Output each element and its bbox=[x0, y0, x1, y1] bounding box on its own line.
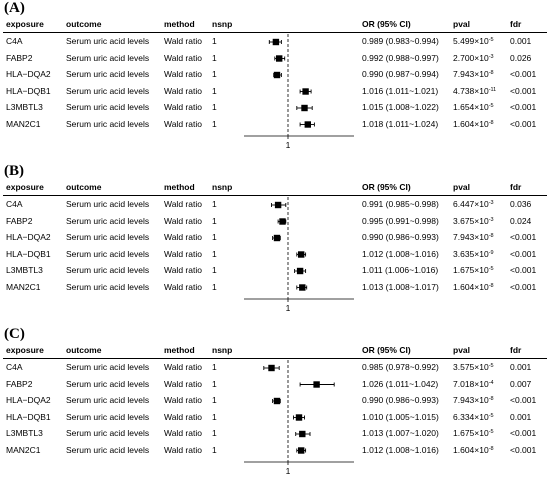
pval-exponent: -3 bbox=[488, 53, 494, 60]
cell-outcome: Serum uric acid levels bbox=[66, 215, 150, 226]
column-header: nsnp bbox=[212, 19, 233, 29]
cell-nsnp: 1 bbox=[212, 248, 217, 259]
cell-or-ci: 0.985 (0.978~0.992) bbox=[362, 362, 439, 372]
pval-mantissa: 7.018×10 bbox=[453, 378, 489, 389]
point-estimate bbox=[301, 105, 307, 111]
pval-mantissa: 3.675×10 bbox=[453, 215, 489, 226]
point-estimate bbox=[296, 414, 302, 420]
pval-mantissa: 1.604×10 bbox=[453, 444, 489, 455]
point-estimate bbox=[305, 121, 311, 127]
cell-method: Wald ratio bbox=[164, 411, 202, 422]
pval-mantissa: 5.499×10 bbox=[453, 36, 489, 46]
cell-exposure: HLA−DQA2 bbox=[6, 232, 51, 242]
point-estimate bbox=[299, 284, 305, 290]
x-axis-tick-label: 1 bbox=[285, 140, 291, 150]
panel-label: (C) bbox=[4, 326, 25, 342]
forest-plot-area bbox=[0, 0, 550, 160]
pval-mantissa: 7.943×10 bbox=[453, 395, 489, 405]
cell-exposure: FABP2 bbox=[6, 52, 33, 63]
point-estimate bbox=[298, 447, 304, 453]
column-header: exposure bbox=[6, 345, 44, 355]
cell-nsnp: 1 bbox=[212, 395, 217, 405]
point-estimate bbox=[274, 235, 280, 241]
cell-or-ci: 0.991 (0.985~0.998) bbox=[362, 199, 439, 209]
cell-nsnp: 1 bbox=[212, 52, 217, 63]
pval-exponent: -8 bbox=[488, 119, 494, 126]
column-header: method bbox=[164, 19, 195, 29]
cell-nsnp: 1 bbox=[212, 265, 217, 275]
cell-fdr: <0.001 bbox=[510, 69, 537, 79]
pval-mantissa: 4.738×10 bbox=[453, 85, 489, 96]
cell-outcome: Serum uric acid levels bbox=[66, 199, 150, 209]
cell-outcome: Serum uric acid levels bbox=[66, 428, 150, 438]
column-header: outcome bbox=[66, 345, 102, 355]
forest-panel bbox=[0, 163, 550, 323]
cell-nsnp: 1 bbox=[212, 444, 217, 455]
point-estimate bbox=[275, 202, 281, 208]
cell-nsnp: 1 bbox=[212, 215, 217, 226]
panel-label: (A) bbox=[4, 0, 25, 16]
point-estimate bbox=[298, 251, 304, 257]
x-axis-tick-label: 1 bbox=[285, 303, 291, 313]
cell-method: Wald ratio bbox=[164, 248, 202, 259]
cell-outcome: Serum uric acid levels bbox=[66, 102, 150, 112]
cell-exposure: L3MBTL3 bbox=[6, 428, 43, 438]
cell-exposure: L3MBTL3 bbox=[6, 102, 43, 112]
pval-exponent: -8 bbox=[488, 396, 494, 402]
cell-method: Wald ratio bbox=[164, 118, 202, 129]
cell-nsnp: 1 bbox=[212, 118, 217, 129]
column-header: fdr bbox=[510, 19, 522, 29]
column-header: method bbox=[164, 345, 195, 355]
cell-outcome: Serum uric acid levels bbox=[66, 232, 150, 242]
pval-exponent: -5 bbox=[488, 266, 494, 272]
cell-nsnp: 1 bbox=[212, 85, 217, 96]
cell-outcome: Serum uric acid levels bbox=[66, 52, 150, 63]
column-header: exposure bbox=[6, 19, 44, 29]
cell-method: Wald ratio bbox=[164, 85, 202, 96]
x-axis-tick-label: 1 bbox=[285, 466, 291, 476]
pval-exponent: -9 bbox=[488, 249, 494, 256]
cell-exposure: MAN2C1 bbox=[6, 444, 41, 455]
column-header: pval bbox=[453, 182, 471, 192]
column-header: pval bbox=[453, 345, 471, 355]
column-header: OR (95% CI) bbox=[362, 19, 411, 29]
cell-method: Wald ratio bbox=[164, 102, 202, 112]
cell-method: Wald ratio bbox=[164, 199, 202, 209]
cell-or-ci: 1.013 (1.007~1.020) bbox=[362, 428, 439, 438]
pval-mantissa: 1.654×10 bbox=[453, 102, 489, 112]
pval-exponent: -5 bbox=[488, 363, 494, 369]
cell-fdr: 0.007 bbox=[510, 378, 532, 389]
cell-exposure: MAN2C1 bbox=[6, 281, 41, 292]
cell-exposure: L3MBTL3 bbox=[6, 265, 43, 275]
pval-exponent: -5 bbox=[488, 103, 494, 109]
cell-outcome: Serum uric acid levels bbox=[66, 444, 150, 455]
forest-plot-area bbox=[0, 163, 550, 323]
column-header: OR (95% CI) bbox=[362, 345, 411, 355]
pval-exponent: -4 bbox=[488, 379, 494, 386]
pval-exponent: -5 bbox=[488, 412, 494, 419]
cell-fdr: 0.036 bbox=[510, 199, 532, 209]
cell-fdr: 0.001 bbox=[510, 36, 532, 46]
column-header: nsnp bbox=[212, 182, 233, 192]
cell-fdr: <0.001 bbox=[510, 248, 537, 259]
pval-mantissa: 1.604×10 bbox=[453, 118, 489, 129]
cell-nsnp: 1 bbox=[212, 281, 217, 292]
cell-method: Wald ratio bbox=[164, 69, 202, 79]
point-estimate bbox=[313, 381, 319, 387]
pval-exponent: -3 bbox=[488, 216, 494, 223]
cell-or-ci: 1.010 (1.005~1.015) bbox=[362, 411, 439, 422]
cell-fdr: <0.001 bbox=[510, 444, 537, 455]
cell-or-ci: 0.990 (0.986~0.993) bbox=[362, 395, 439, 405]
cell-method: Wald ratio bbox=[164, 215, 202, 226]
cell-fdr: <0.001 bbox=[510, 281, 537, 292]
pval-mantissa: 1.675×10 bbox=[453, 265, 489, 275]
cell-exposure: FABP2 bbox=[6, 378, 33, 389]
cell-method: Wald ratio bbox=[164, 395, 202, 405]
cell-fdr: <0.001 bbox=[510, 265, 537, 275]
pval-mantissa: 7.943×10 bbox=[453, 232, 489, 242]
cell-or-ci: 1.026 (1.011~1.042) bbox=[362, 378, 439, 389]
cell-method: Wald ratio bbox=[164, 36, 202, 46]
cell-or-ci: 0.989 (0.983~0.994) bbox=[362, 36, 439, 46]
cell-or-ci: 0.992 (0.988~0.997) bbox=[362, 52, 439, 63]
cell-outcome: Serum uric acid levels bbox=[66, 69, 150, 79]
cell-outcome: Serum uric acid levels bbox=[66, 118, 150, 129]
pval-exponent: -8 bbox=[488, 282, 494, 289]
cell-or-ci: 0.995 (0.991~0.998) bbox=[362, 215, 439, 226]
cell-or-ci: 1.012 (1.008~1.016) bbox=[362, 248, 439, 259]
cell-fdr: <0.001 bbox=[510, 118, 537, 129]
cell-method: Wald ratio bbox=[164, 52, 202, 63]
pval-mantissa: 1.675×10 bbox=[453, 428, 489, 438]
cell-fdr: <0.001 bbox=[510, 395, 537, 405]
cell-exposure: MAN2C1 bbox=[6, 118, 41, 129]
column-header: method bbox=[164, 182, 195, 192]
cell-nsnp: 1 bbox=[212, 36, 217, 46]
pval-mantissa: 2.700×10 bbox=[453, 52, 489, 63]
cell-outcome: Serum uric acid levels bbox=[66, 378, 150, 389]
cell-nsnp: 1 bbox=[212, 102, 217, 112]
pval-exponent: -5 bbox=[488, 37, 494, 43]
pval-mantissa: 6.334×10 bbox=[453, 411, 489, 422]
column-header: nsnp bbox=[212, 345, 233, 355]
cell-method: Wald ratio bbox=[164, 281, 202, 292]
pval-exponent: -8 bbox=[488, 70, 494, 76]
cell-nsnp: 1 bbox=[212, 199, 217, 209]
pval-mantissa: 7.943×10 bbox=[453, 69, 489, 79]
cell-or-ci: 0.990 (0.986~0.993) bbox=[362, 232, 439, 242]
column-header: fdr bbox=[510, 182, 522, 192]
pval-exponent: -8 bbox=[488, 233, 494, 239]
forest-plot-area bbox=[0, 326, 550, 483]
cell-or-ci: 1.012 (1.008~1.016) bbox=[362, 444, 439, 455]
cell-fdr: 0.001 bbox=[510, 362, 532, 372]
cell-outcome: Serum uric acid levels bbox=[66, 265, 150, 275]
cell-or-ci: 1.013 (1.008~1.017) bbox=[362, 281, 439, 292]
pval-mantissa: 6.447×10 bbox=[453, 199, 489, 209]
cell-fdr: <0.001 bbox=[510, 232, 537, 242]
pval-mantissa: 3.635×10 bbox=[453, 248, 489, 259]
cell-fdr: 0.024 bbox=[510, 215, 532, 226]
cell-or-ci: 1.016 (1.011~1.021) bbox=[362, 85, 439, 96]
column-header: fdr bbox=[510, 345, 522, 355]
point-estimate bbox=[274, 72, 280, 78]
cell-fdr: 0.026 bbox=[510, 52, 532, 63]
cell-method: Wald ratio bbox=[164, 378, 202, 389]
cell-method: Wald ratio bbox=[164, 265, 202, 275]
column-header: exposure bbox=[6, 182, 44, 192]
point-estimate bbox=[273, 39, 279, 45]
cell-nsnp: 1 bbox=[212, 411, 217, 422]
cell-exposure: HLA−DQA2 bbox=[6, 69, 51, 79]
cell-outcome: Serum uric acid levels bbox=[66, 36, 150, 46]
cell-fdr: <0.001 bbox=[510, 85, 537, 96]
forest-panel bbox=[0, 0, 550, 160]
cell-outcome: Serum uric acid levels bbox=[66, 281, 150, 292]
cell-or-ci: 0.990 (0.987~0.994) bbox=[362, 69, 439, 79]
point-estimate bbox=[299, 431, 305, 437]
cell-method: Wald ratio bbox=[164, 444, 202, 455]
cell-fdr: 0.001 bbox=[510, 411, 532, 422]
column-header: outcome bbox=[66, 182, 102, 192]
cell-outcome: Serum uric acid levels bbox=[66, 411, 150, 422]
cell-fdr: <0.001 bbox=[510, 102, 537, 112]
cell-outcome: Serum uric acid levels bbox=[66, 85, 150, 96]
point-estimate bbox=[297, 268, 303, 274]
column-header: OR (95% CI) bbox=[362, 182, 411, 192]
point-estimate bbox=[268, 365, 274, 371]
cell-or-ci: 1.015 (1.008~1.022) bbox=[362, 102, 439, 112]
cell-method: Wald ratio bbox=[164, 232, 202, 242]
cell-nsnp: 1 bbox=[212, 362, 217, 372]
pval-exponent: -3 bbox=[488, 200, 494, 206]
cell-nsnp: 1 bbox=[212, 428, 217, 438]
point-estimate bbox=[276, 55, 282, 61]
pval-mantissa: 3.575×10 bbox=[453, 362, 489, 372]
cell-exposure: C4A bbox=[6, 36, 23, 46]
cell-method: Wald ratio bbox=[164, 362, 202, 372]
cell-nsnp: 1 bbox=[212, 378, 217, 389]
cell-or-ci: 1.018 (1.011~1.024) bbox=[362, 118, 439, 129]
cell-exposure: FABP2 bbox=[6, 215, 33, 226]
point-estimate bbox=[302, 88, 308, 94]
cell-exposure: HLA−DQB1 bbox=[6, 411, 51, 422]
cell-method: Wald ratio bbox=[164, 428, 202, 438]
cell-exposure: HLA−DQB1 bbox=[6, 248, 51, 259]
pval-mantissa: 1.604×10 bbox=[453, 281, 489, 292]
column-header: outcome bbox=[66, 19, 102, 29]
pval-exponent: -8 bbox=[488, 445, 494, 452]
pval-exponent: -11 bbox=[488, 86, 497, 93]
panel-label: (B) bbox=[4, 163, 24, 179]
cell-fdr: <0.001 bbox=[510, 428, 537, 438]
cell-outcome: Serum uric acid levels bbox=[66, 362, 150, 372]
cell-nsnp: 1 bbox=[212, 232, 217, 242]
column-header: pval bbox=[453, 19, 471, 29]
cell-outcome: Serum uric acid levels bbox=[66, 395, 150, 405]
cell-exposure: HLA−DQB1 bbox=[6, 85, 51, 96]
cell-exposure: C4A bbox=[6, 199, 23, 209]
cell-outcome: Serum uric acid levels bbox=[66, 248, 150, 259]
point-estimate bbox=[279, 218, 285, 224]
pval-exponent: -5 bbox=[488, 429, 494, 435]
cell-nsnp: 1 bbox=[212, 69, 217, 79]
forest-panel bbox=[0, 326, 550, 483]
cell-exposure: C4A bbox=[6, 362, 23, 372]
point-estimate bbox=[274, 398, 280, 404]
cell-or-ci: 1.011 (1.006~1.016) bbox=[362, 265, 439, 275]
cell-exposure: HLA−DQA2 bbox=[6, 395, 51, 405]
